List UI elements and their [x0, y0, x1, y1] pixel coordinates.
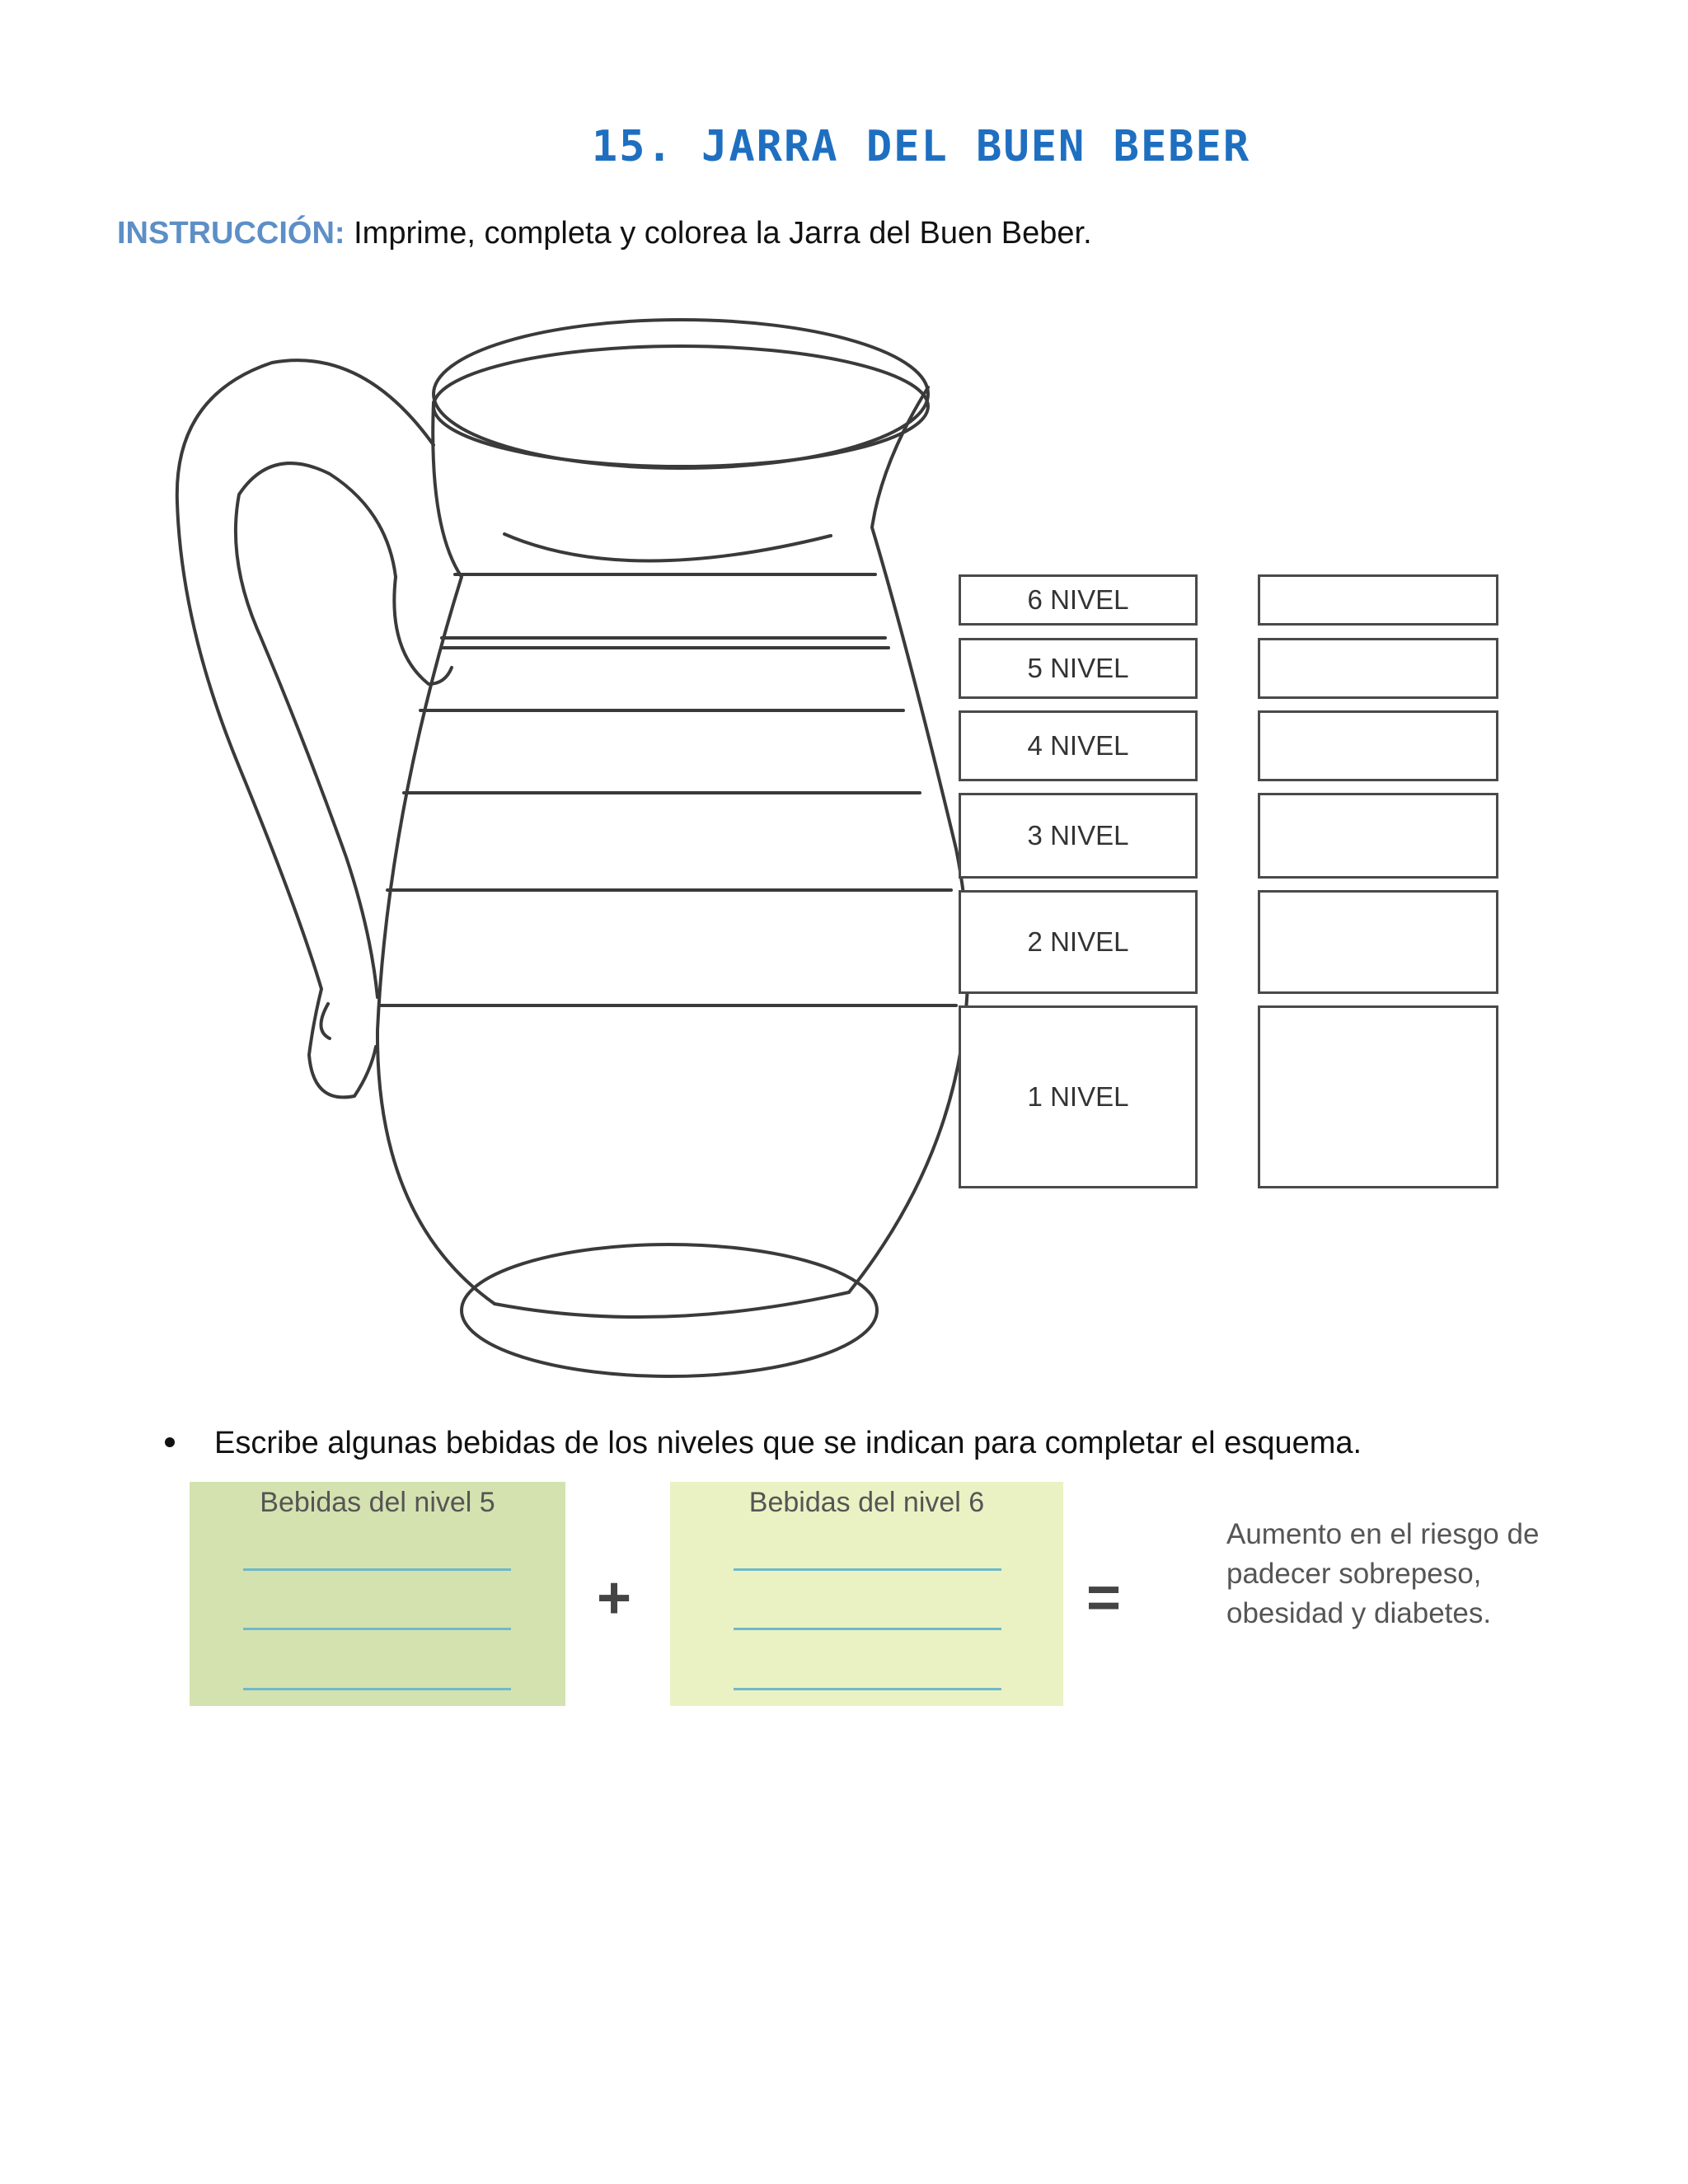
- level-box-1: 1 NIVEL: [959, 1005, 1198, 1188]
- level-box-2: 2 NIVEL: [959, 890, 1198, 994]
- writing-line[interactable]: [734, 1568, 1001, 1571]
- pitcher-base-join: [495, 1292, 849, 1317]
- level-box-4: 4 NIVEL: [959, 710, 1198, 781]
- pitcher-handle-joint-bottom: [321, 1004, 330, 1038]
- pitcher-rim-inner: [434, 346, 928, 466]
- drinks-level5-box: [190, 1482, 565, 1706]
- answer-box-5[interactable]: [1258, 638, 1498, 699]
- instruction-text: Imprime, completa y colorea la Jarra del Buen Beber.: [345, 216, 1092, 251]
- exercise-instruction: [165, 1426, 1362, 1461]
- pitcher-body-right: [849, 387, 968, 1292]
- pitcher-body-left: [377, 402, 495, 1304]
- answer-box-1[interactable]: [1258, 1005, 1498, 1188]
- drinks-level5-title: Bebidas del nivel 5: [260, 1487, 495, 1518]
- pitcher-handle-inner: [236, 463, 396, 997]
- pitcher-neck-curve: [504, 534, 831, 561]
- instruction-label: INSTRUCCIÓN:: [117, 216, 345, 251]
- equals-sign: =: [1086, 1565, 1122, 1631]
- page-title: 15. JARRA DEL BUEN BEBER: [591, 122, 1251, 171]
- writing-line[interactable]: [243, 1688, 511, 1690]
- result-text: Aumento en el riesgo de padecer sobrepeso, obesidad y diabetes.: [1226, 1518, 1540, 1629]
- drinks-level6-title: Bebidas del nivel 6: [748, 1487, 985, 1518]
- bullet-icon: [165, 1437, 175, 1447]
- writing-line[interactable]: [243, 1568, 511, 1571]
- answer-box-2[interactable]: [1258, 890, 1498, 994]
- answer-box-4[interactable]: [1258, 710, 1498, 781]
- writing-line[interactable]: [243, 1628, 511, 1630]
- pitcher-handle-joint-top: [394, 577, 452, 684]
- answer-box-6[interactable]: [1258, 574, 1498, 626]
- writing-line[interactable]: [734, 1628, 1001, 1630]
- writing-line[interactable]: [734, 1688, 1001, 1690]
- drinks-level6-box: [670, 1482, 1063, 1706]
- level-box-5: 5 NIVEL: [959, 638, 1198, 699]
- level-box-3: 3 NIVEL: [959, 793, 1198, 879]
- level-box-6: 6 NIVEL: [959, 574, 1198, 626]
- pitcher-rim: [434, 320, 928, 468]
- pitcher-handle-outer: [177, 360, 434, 1097]
- plus-sign: +: [597, 1565, 632, 1631]
- answer-box-3[interactable]: [1258, 793, 1498, 879]
- exercise-instruction-text: Escribe algunas bebidas de los niveles que se indican para completar el esquema.: [214, 1426, 1362, 1460]
